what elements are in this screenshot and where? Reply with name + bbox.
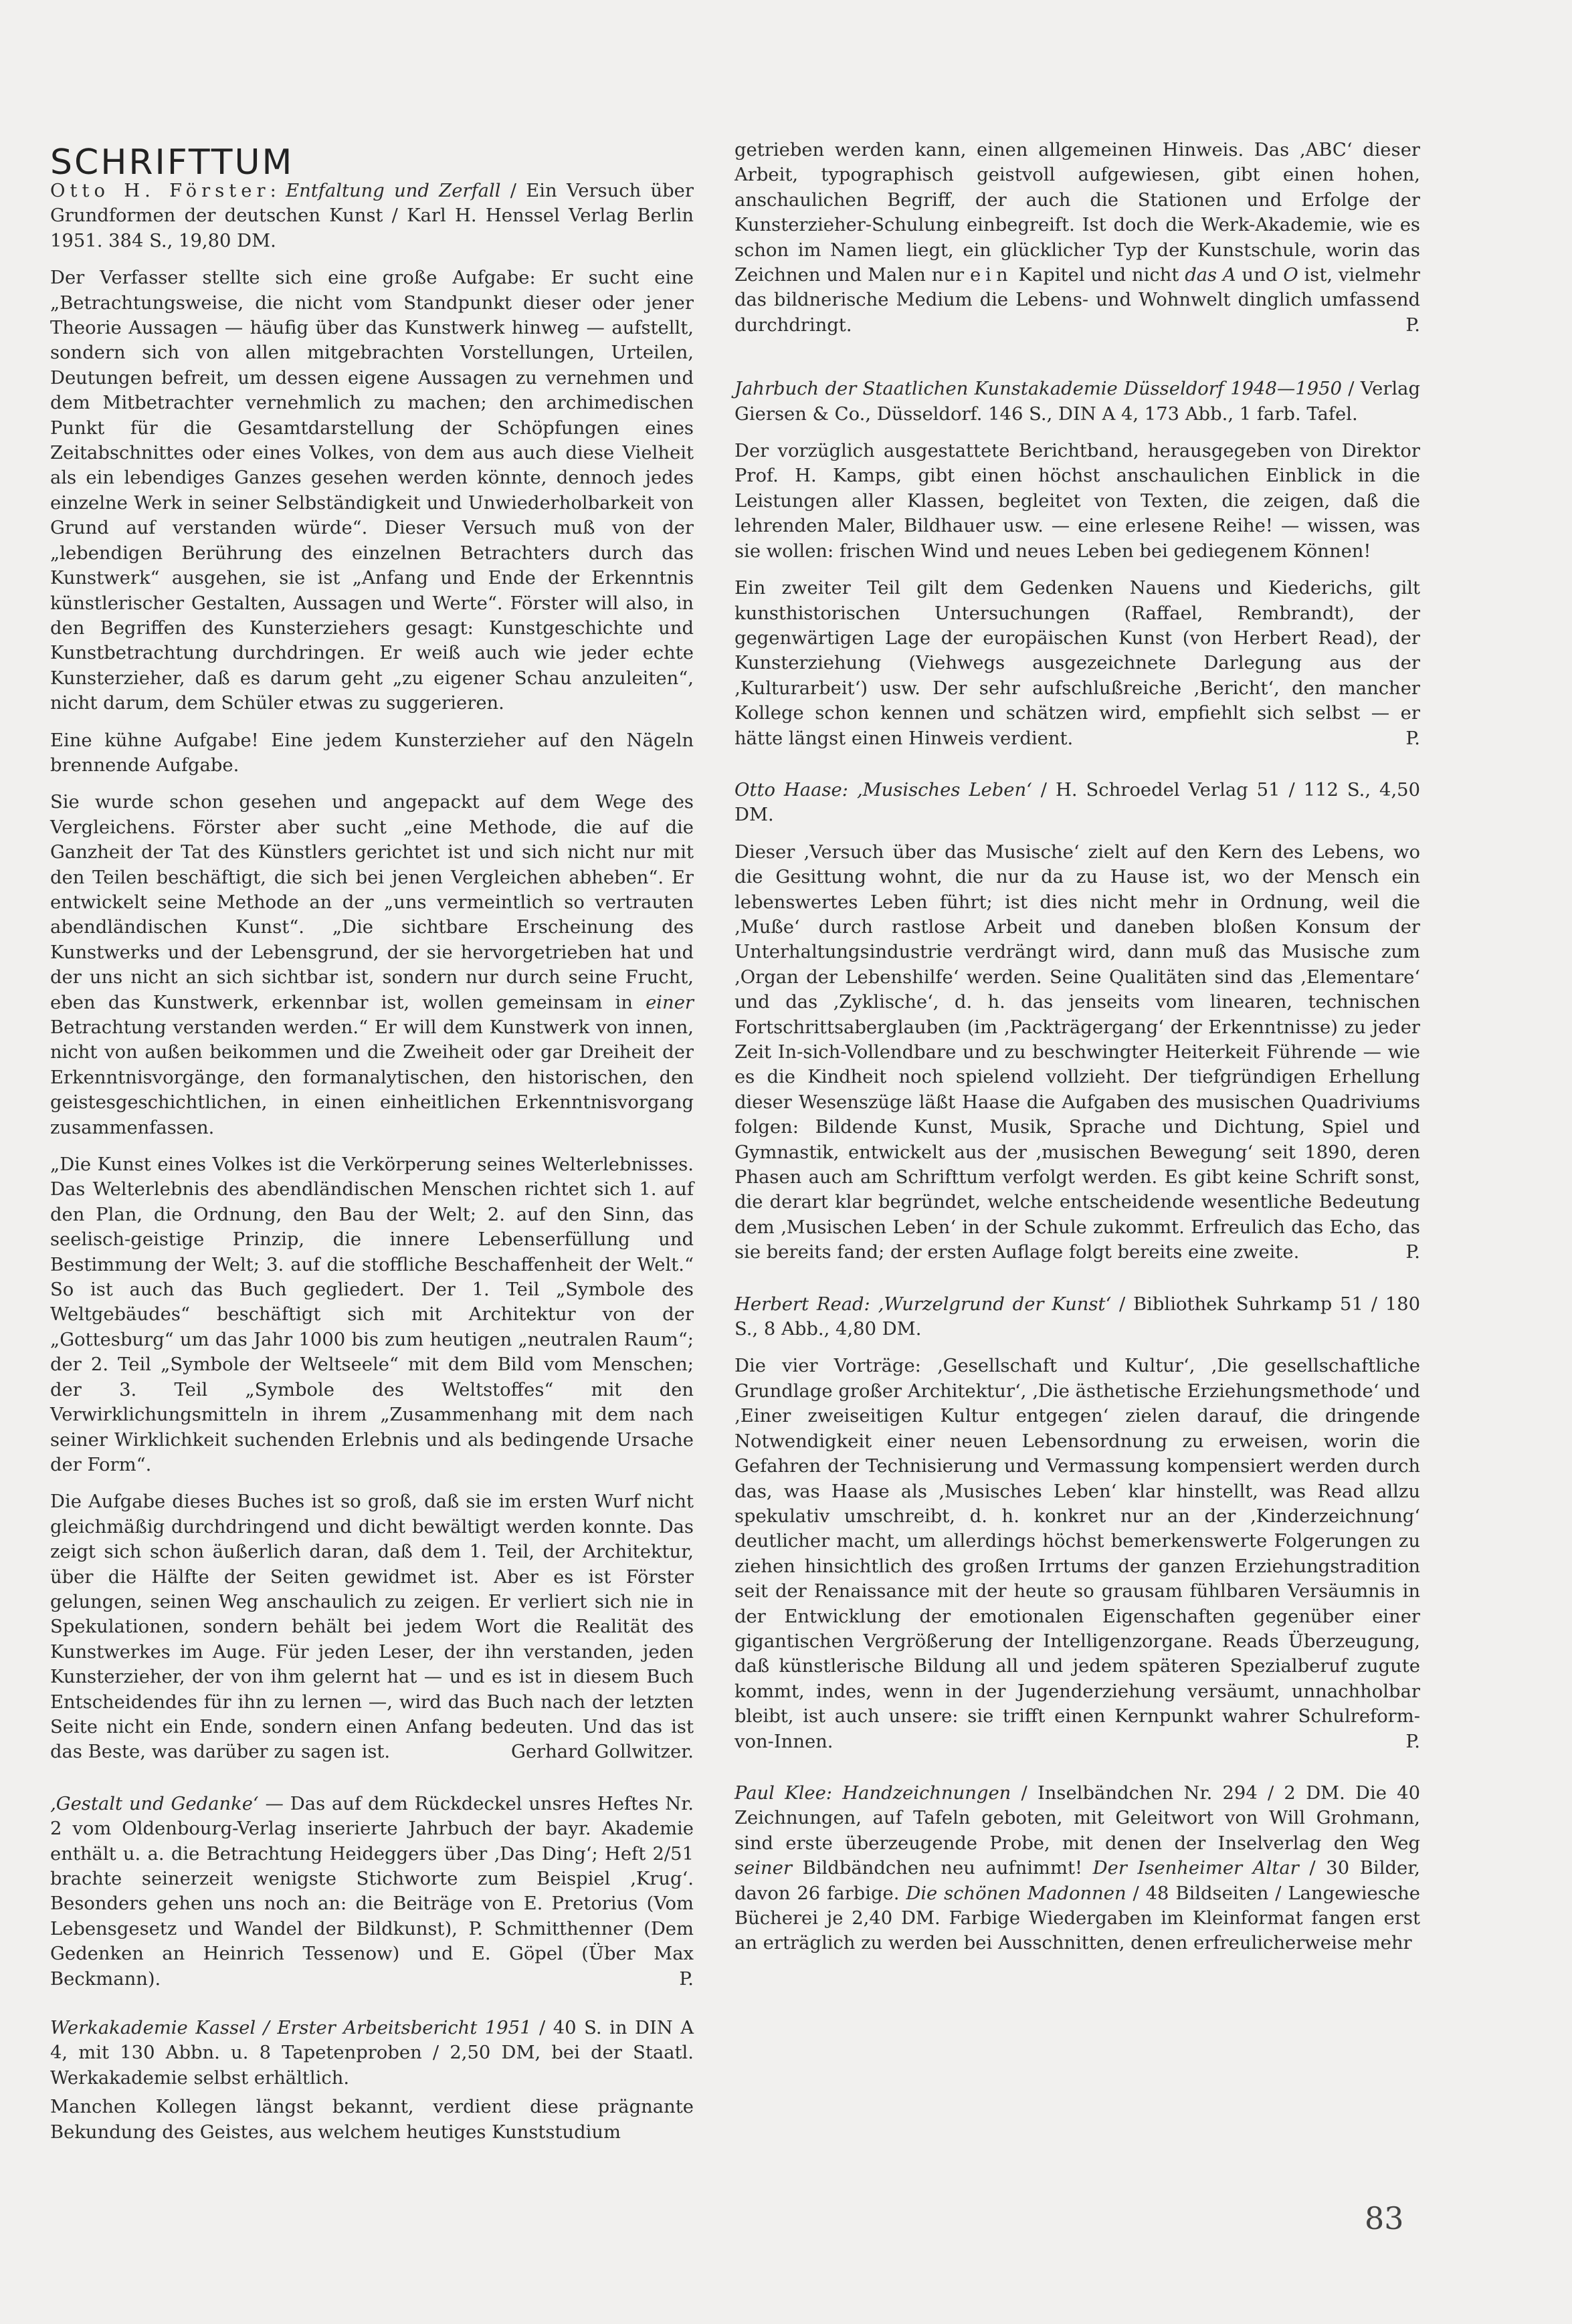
review-title: Jahrbuch der Staatlichen Kunstakademie Düsseldorf 1948—1950	[734, 379, 1343, 400]
review-text: — Das auf dem Rückdeckel unsres Heftes Nr. 2 vom Oldenbourg-Verlag inserierte Jahrbuch der bayr. Akademie enthält u. a. die Betrachtung Heideggers über ‚Das Ding‘; Heft 2/51 brachte seinerzeit wenigste Stichworte zum Beispiel ‚Krug‘. Besonders gehen uns noch an: die Beiträge von E. Pretorius (Vom Lebensgesetz und Wandel der Bildkunst), P. Schmitthenner (Dem Gedenken an Heinrich Tessenow) und E. Göpel (Über Max Beckmann).	[50, 1793, 694, 1990]
review-paragraph: „Die Kunst eines Volkes ist die Verkörperung seines Welterlebnisses. Das Welterlebnis des abendländischen Menschen richtet sich 1. auf den Plan, die Ordnung, den Bau der Welt; 2. auf den Sinn, das seelisch-geistige Prinzip, die innere Lebenserfüllung und Bestimmung der Welt; 3. auf die stoffliche Beschaffenheit der Welt.“ So ist auch das Buch gegliedert. Der 1. Teil „Symbole des Weltgebäudes“ beschäftigt sich mit Architektur von der „Gottesburg“ um das Jahr 1000 bis zum heutigen „neutralen Raum“; der 2. Teil „Symbole der Weltseele“ mit dem Bild vom Menschen; der 3. Teil „Symbole des Weltstoffes“ mit den Verwirklichungsmitteln in ihrem „Zusammenhang mit dem nach seiner Wirklichkeit suchenden Erlebnis und als bedingende Ursache der Form“.	[50, 1154, 694, 1475]
review-title: Entfaltung und Zerfall	[286, 181, 501, 201]
review-signature: Gerhard Gollwitzer.	[510, 1741, 694, 1763]
review-author: Otto H. Förster	[50, 181, 270, 201]
review-paragraph: Der Verfasser stellte sich eine große Aufgabe: Er sucht eine „Betrachtungsweise, die nicht vom Standpunkt dieser oder jener Theorie Aussagen — häufig über das Kunstwerk hinweg — aufstellt, sondern sich von allen mitgebrachten Vorstellungen, Urteilen, Deutungen befreit, um dessen eigene Aussagen zu vernehmen und dem Mitbetrachter vernehmlich zu machen; den archimedischen Punkt für die Gesamtdarstellung der Schöpfungen eines Zeitabschnittes oder eines Volkes, von dem aus auch diese Vielheit als ein lebendiges Ganzes gesehen werden könnte, dennoch jedes einzelne Werk in seiner Selbständigkeit und Unwiederholbarkeit von Grund auf verstanden würde“. Dieser Versuch muß von der „lebendigen Berührung des einzelnen Betrachters durch das Kunstwerk“ ausgehen, sie ist „Anfang und Ende der Erkenntnis künstlerischer Gestalten, Aussagen und Werte“. Förster will also, in den Begriffen des Kunsterziehers gesagt: Kunstgeschichte und Kunstbetrachtung durchdringen. Er weiß auch wie jeder echte Kunsterzieher, daß es darum geht „zu eigener Schau anzuleiten“, nicht darum, dem Schüler etwas zu suggerieren.	[50, 268, 694, 714]
review-title: ‚Gestalt und Gedanke‘	[50, 1793, 259, 1814]
review-paragraph: Manchen Kollegen längst bekannt, verdient diese prägnante Bekundung des Geistes, aus welchem heutiges Kunststudium	[50, 2097, 694, 2143]
review-paragraph: Die vier Vorträge: ‚Gesellschaft und Kultur‘, ‚Die gesellschaftliche Grundlage großer Architektur‘, ‚Die ästhetische Erziehungsmethode‘ und ‚Einer zweiseitigen Kultur entgegen‘ zielen darauf, die dringende Notwendigkeit einer neuen Lebensordnung zu erweisen, worin die Gefahren der Technisierung und Vermassung kompensiert werden durch das, was Haase als ‚Musisches Leben‘ klar hinstellt, was Read allzu spekulativ umschreibt, d. h. konkret nur an der ‚Kinderzeichnung‘ deutlicher macht, um allerdings höchst bemerkenswerte Folgerungen zu ziehen hinsichtlich des großen Irrtums der ganzen Erziehungstradition seit der Renaissance mit der heute so grausam fühlbaren Versäumnis in der Entwicklung der emotionalen Eigenschaften gegenüber einer gigantischen Vergrößerung der Intelligenzorgane. Reads Überzeugung, daß künstlerische Bildung all und jedem späteren Spezialberuf zugute kommt, indes, wenn in der Jugenderziehung versäumt, unnachholbar bleibt, ist auch unsere: sie trifft einen Kernpunkt wahrer Schulreform-von-Innen. P.	[734, 1354, 1420, 1754]
review-separator: :	[270, 181, 286, 201]
review-title: Herbert Read: ‚Wurzelgrund der Kunst‘	[734, 1293, 1112, 1315]
review-wurzelgrund	[734, 1292, 1420, 1754]
review-signature: P.	[679, 1968, 694, 1990]
review-signature: P.	[1405, 728, 1420, 749]
review-musisches-leben	[734, 778, 1420, 1265]
review-jahrbuch-duesseldorf	[734, 377, 1420, 751]
review-signature: P.	[1405, 1242, 1420, 1263]
review-signature: P.	[1405, 314, 1420, 336]
review-bibliography: / Ein Versuch über Grundformen der deutschen Kunst / Karl H. Henssel Verlag Berlin 1951. 384 S., 19,80 DM.	[50, 181, 694, 251]
review-bibliography: / H. Schroedel Verlag 51 / 112 S., 4,50 DM.	[734, 779, 1421, 826]
review-title: Otto Haase: ‚Musisches Leben‘	[734, 779, 1032, 801]
review-paul-klee: Paul Klee: Handzeichnungen / Inselbändchen Nr. 294 / 2 DM. Die 40 Zeichnungen, auf Tafeln geboten, mit Geleitwort von Will Grohmann, sind erste überzeugende Probe, mit denen der Inselverlag den Weg seiner Bildbändchen neu aufnimmt! Der Isenheimer Altar / 30 Bilder, davon 26 farbige. Die schönen Madonnen / 48 Bildseiten / Langewiesche Bücherei je 2,40 DM. Farbige Wiedergaben im Kleinformat fangen erst an erträglich zu werden bei Ausschnitten, denen erfreulicherweise mehr	[734, 1782, 1420, 1954]
review-signature: P.	[1405, 1731, 1420, 1752]
review-title: Werkakademie Kassel / Erster Arbeitsbericht 1951	[50, 2018, 532, 2039]
review-werkakademie-continued: getrieben werden kann, einen allgemeinen Hinweis. Das ‚ABC‘ dieser Arbeit, typographisch geistvoll aufgewiesen, gibt einen hohen, anschaulichen Begriff, der auch die Stationen und Erfolge der Kunsterzieher-Schulung einbegreift. Ist doch die Werk-Akademie, wie es schon im Namen liegt, ein glücklicher Typ der Kunstschule, worin das Zeichnen und Malen nur ein Kapitel und nicht das A und O ist, vielmehr das bildnerische Medium die Lebens- und Wohnwelt dinglich umfassend durchdringt. P.	[734, 138, 1420, 350]
review-title: Paul Klee: Handzeichnungen	[734, 1782, 1011, 1804]
review-paragraph: Die Aufgabe dieses Buches ist so groß, daß sie im ersten Wurf nicht gleichmäßig durchdringend und dicht bewältigt werden konnte. Das zeigt sich schon äußerlich daran, daß dem 1. Teil, der Architektur, über die Hälfte der Seiten gewidmet ist. Aber es ist Förster gelungen, seinen Weg anschaulich zu zeigen. Er verliert sich nie in Spekulationen, sondern behält bei jedem Wort die Realität des Kunstwerkes im Auge. Für jeden Leser, der ihn verstanden, jeden Kunsterzieher, der von ihm gelernt hat — und es ist in diesem Buch Entscheidendes für ihn zu lernen —, wird das Buch nach der letzten Seite nicht ein Ende, sondern einen Anfang bedeuten. Und das ist das Beste, was darüber zu sagen ist. Gerhard Gollwitzer.	[50, 1489, 694, 1764]
review-paragraph: Dieser ‚Versuch über das Musische‘ zielt auf den Kern des Lebens, wo die Gesittung wohnt, die nur da zu Hause ist, wo der Mensch ein lebenswertes Leben führt; ist dies nicht mehr in Ordnung, weil die ‚Muße‘ durch rastlose Arbeit und daneben bloßen Konsum der Unterhaltungsindustrie verdrängt wird, dann muß das Musische zum ‚Organ der Lebenshilfe‘ werden. Seine Qualitäten sind das ‚Elementare‘ und das ‚Zyklische‘, d. h. das jenseits vom linearen, technischen Fortschrittsaberglauben (im ‚Packträgergang‘ der Erkenntnisse) zu jeder Zeit In-sich-Vollendbare und zu beschwingter Heiterkeit Führende — wie es die Kindheit noch spielend vollzieht. Der tiefgründigen Erhellung dieser Wesenszüge läßt Haase die Aufgaben des musischen Quadriviums folgen: Bildende Kunst, Musik, Sprache und Dichtung, Spiel und Gymnastik, entwickelt aus der ‚musischen Bewegung‘ seit 1890, deren Phasen auch am Schrifttum verfolgt werden. Es gibt keine Schrift sonst, die derart klar begründet, welche entscheidende wesentliche Bedeutung dem ‚Musischen Leben‘ in der Schule zukommt. Erfreulich das Echo, das sie bereits fand; der ersten Auflage folgt bereits eine zweite. P.	[734, 840, 1420, 1265]
page-number: 83	[1365, 2200, 1404, 2236]
page-heading: SCHRIFTTUM	[50, 142, 294, 183]
review-paragraph: Ein zweiter Teil gilt dem Gedenken Nauens und Kiederichs, gilt kunsthistorischen Untersuchungen (Raffael, Rembrandt), der gegenwärtigen Lage der europäischen Kunst (von Herbert Read), der Kunsterziehung (Viehwegs ausgezeichnete Darlegung aus der ‚Kulturarbeit‘) usw. Der sehr aufschlußreiche ‚Bericht‘, den mancher Kollege schon kennen und schätzen wird, empfiehlt sich selbst — er hätte längst einen Hinweis verdient. P.	[734, 576, 1420, 751]
review-paragraph: Sie wurde schon gesehen und angepackt auf dem Wege des Vergleichens. Förster aber sucht „eine Methode, die auf die Ganzheit der Tat des Künstlers gerichtet ist und sich nicht nur mit den Teilen beschäftigt, die sich bei jenen Vergleichen abheben“. Er entwickelt seine Methode an der „uns vermeintlich so vertrauten abendländischen Kunst“. „Die sichtbare Erscheinung des Kunstwerks und der Lebensgrund, der sie hervorgetrieben hat und der uns nicht an sich sichtbar ist, sondern nur durch seine Frucht, eben das Kunstwerk, erkennbar ist, wollen gemeinsam in einer Betrachtung verstanden werden.“ Er will dem Kunstwerk von innen, nicht von außen beikommen und die Zweiheit oder gar Dreiheit der Erkenntnisvorgänge, den formanalytischen, den historischen, den geistesgeschichtlichen, in einen einheitlichen Erkenntnisvorgang zusammenfassen.	[50, 792, 694, 1138]
review-werkakademie	[50, 2016, 694, 2145]
right-column	[734, 138, 1420, 1968]
review-foerster	[50, 179, 694, 1765]
review-paragraph: Der vorzüglich ausgestattete Berichtband, herausgegeben von Direktor Prof. H. Kamps, gibt einen höchst anschaulichen Einblick in die Leistungen aller Klassen, begleitet von Texten, die zeigen, daß die lehrenden Maler, Bildhauer usw. — eine erlesene Reihe! — wissen, was sie wollen: frischen Wind und neues Leben bei gediegenem Können!	[734, 441, 1420, 562]
review-paragraph: Eine kühne Aufgabe! Eine jedem Kunsterzieher auf den Nägeln brennende Aufgabe.	[50, 730, 694, 776]
review-bibliography: / Bibliothek Suhrkamp 51 / 180 S., 8 Abb., 4,80 DM.	[734, 1293, 1420, 1340]
review-gestalt-und-gedanke	[50, 1792, 694, 2004]
review-bibliography: / Verlag Giersen & Co., Düsseldorf. 146 S., DIN A 4, 173 Abb., 1 farb. Tafel.	[734, 379, 1420, 425]
left-column	[50, 179, 694, 2157]
review-bibliography: / 40 S. in DIN A 4, mit 130 Abbn. u. 8 Tapetenproben / 2,50 DM, bei der Staatl. Werkakademie selbst erhältlich.	[50, 2018, 694, 2089]
